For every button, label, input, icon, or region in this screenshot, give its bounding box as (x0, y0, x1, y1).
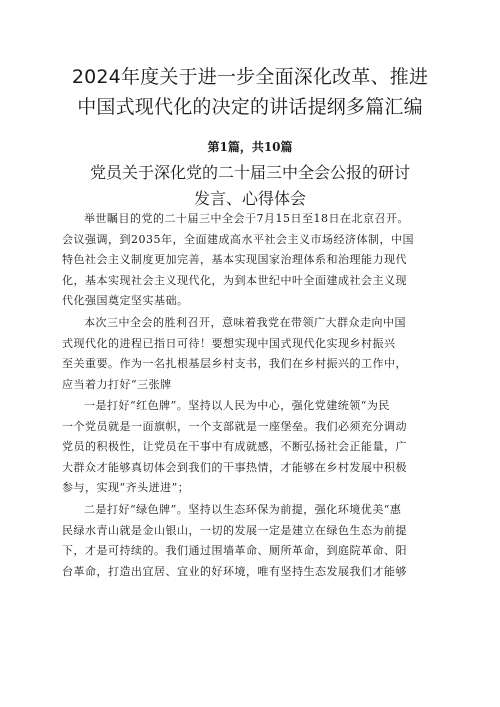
part-label: 第1篇，共10篇 (207, 140, 293, 154)
paragraph-line: 一个党员就是一面旗帜，一个支部就是一座堡垒。我们必须充分调动 (62, 419, 407, 433)
paragraph-line: 特色社会主义制度更加完善，基本实现国家治理体系和治理能力现代 (62, 253, 407, 266)
paragraph-line: 大群众才能够真切体会到我们的干事热情，才能够在乡村发展中积极 (62, 460, 407, 474)
paragraph-line: 参与，实现“齐头迸进”； (62, 481, 190, 494)
paragraph-2 (62, 313, 442, 395)
document-title (40, 62, 460, 122)
document-title-line-1: 2024年度关于进一步全面深化改革、推进 (71, 66, 429, 88)
paragraph-line: 化，基本实现社会主义现代化，为到本世纪中叶全面建成社会主义现 (62, 273, 407, 287)
paragraph-line: 应当着力打好“三张牌 (62, 377, 172, 391)
document-title-line-2: 中国式现代化的决定的讲话提纲多篇汇编 (77, 96, 423, 118)
paragraph-line: 本次三中全会的胜利召开，意味着我党在带领广大群众走向中国 (84, 316, 406, 329)
paragraph-line: 代化强国奠定坚实基础。 (62, 294, 189, 307)
paragraph-line: 下，才是可持续的。我们通过围墙革命、厕所革命，到庭院革命、阳 (62, 544, 407, 557)
paragraph-line: 党员的积极性，让党员在干事中有成就感，不断弘扬社会正能量，广 (62, 440, 407, 453)
section-title-line-1: 党员关于深化党的二十届三中全会公报的研讨 (89, 163, 410, 182)
paragraph-line: 台革命，打造出宜居、宜业的好环境，唯有坚持生态发展我们才能够 (62, 564, 407, 578)
paragraph-1 (62, 209, 442, 312)
paragraph-line: 举世瞩目的党的二十届三中全会于7月15日至18日在北京召开。 (84, 212, 409, 225)
section-title-line-2: 发言、心得体会 (193, 189, 306, 208)
section-title (60, 160, 440, 212)
paragraph-line: 至关重要。作为一名扎根基层乡村支书，我们在乡村振兴的工作中， (62, 357, 407, 370)
paragraph-3 (62, 396, 442, 499)
paragraph-line: 会议强调，到2035年，全面建成高水平社会主义市场经济体制，中国 (62, 232, 414, 246)
paragraph-4 (62, 500, 442, 582)
paragraph-line: 式现代化的进程已指日可待！要想实现中国式现代化实现乡村振兴 (62, 336, 396, 350)
paragraph-line: 二是打好“绿色牌”。坚持以生态环保为前提，强化环境优美“惠 (84, 503, 402, 516)
paragraph-line: 一是打好“红色牌”。坚持以人民为中心，强化党建统领“为民 (84, 399, 390, 412)
paragraph-line: 民绿水青山就是金山银山，一切的发展一定是建立在绿色生态为前提 (62, 523, 407, 537)
